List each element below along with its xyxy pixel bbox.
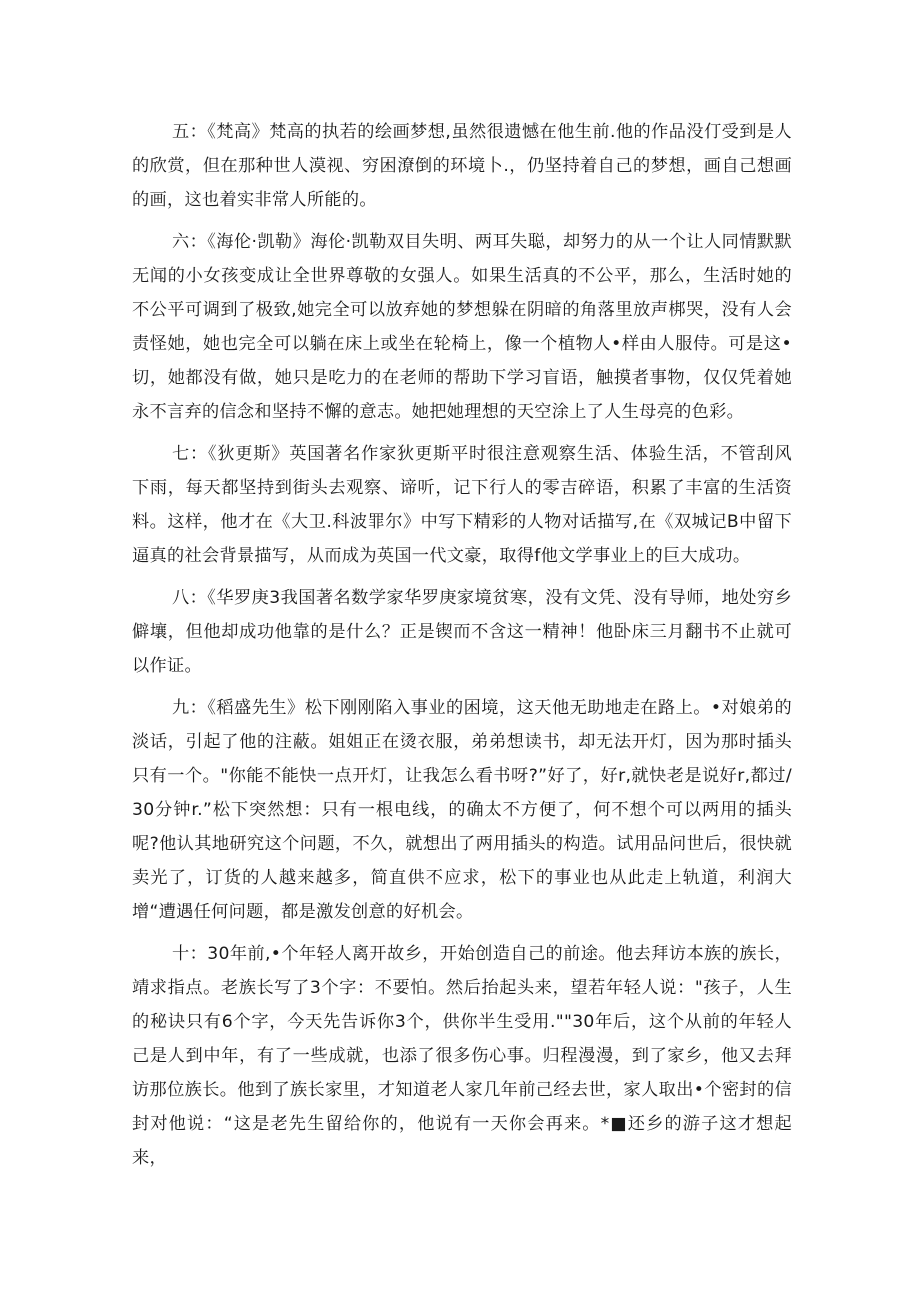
paragraph-dickens: 七：《狄更斯》英国著名作家狄更斯平时很注意观察生活、体验生活，不管刮风下雨，每天都坚持到街头去观察、谛听，记下行人的零吉碎语，积累了丰富的生活资料。这样，他才在《大卫.科波罪尔》中写下精彩的人物对话描写,在《双城记B中留下逼真的社会背景描写，从而成为英国一代文豪，取得f他文学事业上的巨大成功。	[132, 444, 792, 566]
paragraph-patriarch: 十：30年前,•个年轻人离开故乡，开始创造自己的前途。他去拜访本族的族长，靖求指点。老族长写了3个字：不要怕。然后抬起头来，望若年轻人说："孩子，人生的秘诀只有6个字，今天先告诉你3个，供你半生受用.""30年后，这个从前的年轻人己是人到中年，有了一些成就，也添了很多伤心事。归程漫漫，到了家乡，他又去拜访那位族长。他到了族长家里，才知道老人家几年前己经去世，家人取出•个密封的信封对他说：“这是老先生留给你的，他说有一天你会再来。*■还乡的游子这才想起来，	[132, 944, 792, 1168]
paragraph-matsushita: 九：《稻盛先生》松下刚刚陷入事业的困境，这天他无助地走在路上。•对娘弟的淡话，引起了他的注蔽。姐姐正在烫衣服，弟弟想读书，却无法开灯，因为那时插头只有一个。"你能不能快一点开灯，让我怎么看书呀?”好了，好r,就快老是说好r,都过/30分钟r.”松下突然想：只有一根电线，的确太不方便了，何不想个可以两用的插头呢?他认其地研究这个问题，不久，就想出了两用插头的构造。试用品问世后，很快就卖光了，订货的人越来越多，简直供不应求，松下的事业也从此走上轨道，利润大增“遭遇任何问题，都是激发创意的好机会。	[132, 698, 792, 922]
document-page	[132, 115, 792, 1183]
paragraph-hua-luogeng: 八：《华罗庚3我国著名数学家华罗庚家境贫寒，没有文凭、没有导师，地处穷乡僻壤，但他却成功他靠的是什么？正是锲而不含这一精神！他卧床三月翻书不止就可以作证。	[132, 588, 792, 676]
paragraph-van-gogh: 五：《梵高》梵高的执若的绘画梦想,虽然很遗憾在他生前.他的作品没仃受到是人的欣赏，但在那种世人漠视、穷困潦倒的环境卜.，仍坚持着自己的梦想，画自己想画的画，这也着实非常人所能的。	[132, 122, 792, 210]
paragraph-helen-keller: 六：《海伦·凯勒》海伦·凯勒双目失明、两耳失聪，却努力的从一个让人同情默默无闻的小女孩变成让全世界尊敬的女强人。如果生活真的不公平，那么，生活时她的不公平可调到了极致,她完全可以放弃她的梦想躲在阴暗的角落里放声梆哭，没有人会责怪她，她也完全可以躺在床上或坐在轮椅上，像一个植物人•样由人服侍。可是这•切，她都没有做，她只是吃力的在老师的帮助下学习盲语，触摸者事物，仅仅凭着她永不言弃的信念和坚持不懈的意志。她把她理想的天空涂上了人生母亮的色彩。	[132, 232, 792, 422]
